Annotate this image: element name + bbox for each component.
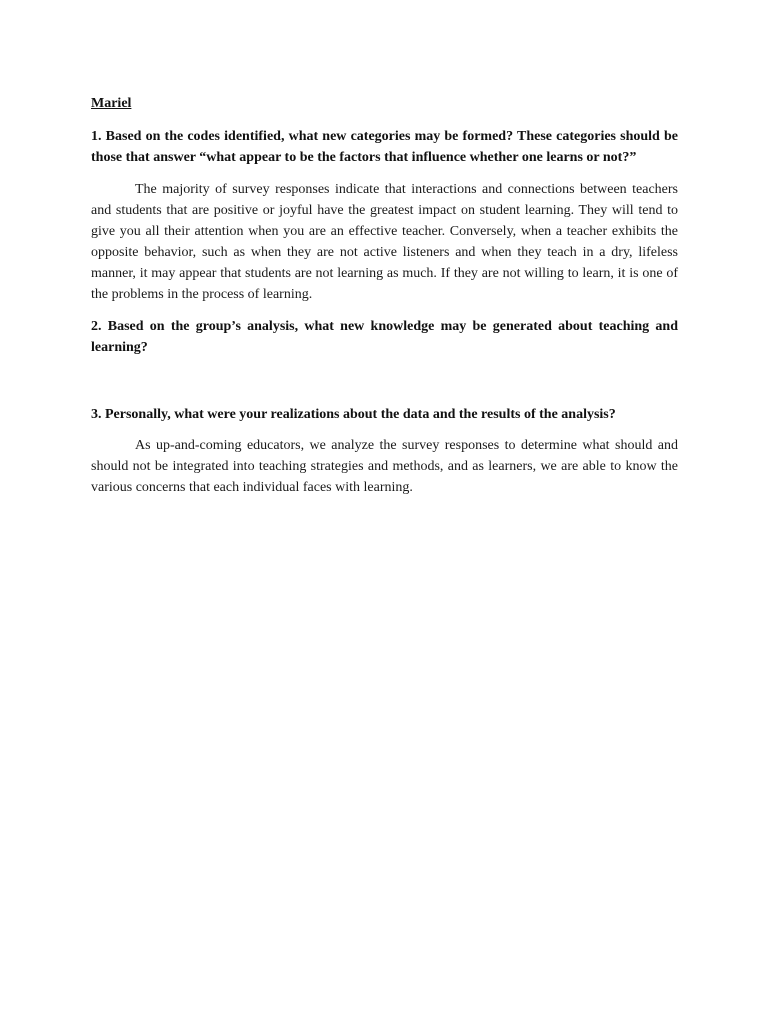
answer-3: As up-and-coming educators, we analyze the survey responses to determine what should and should not be integrated into teaching strategies and methods, and as learners, we are able to know the various concerns that each individual faces with learning. — [91, 438, 678, 495]
document-body — [91, 93, 678, 508]
question-1: 1. Based on the codes identified, what new categories may be formed? These categories should be those that answer “what appear to be the factors that influence whether one learns or not?” — [91, 129, 678, 165]
answer-1: The majority of survey responses indicate that interactions and connections between teachers and students that are positive or joyful have the greatest impact on student learning. They will tend to give you all their attention when you are an effective teacher. Conversely, when a teacher exhibits the opposite behavior, such as when they are not active listeners and when they teach in a dry, lifeless manner, it may appear that students are not learning as much. If they are not willing to learn, it is one of the problems in the process of learning. — [91, 182, 678, 302]
question-3: 3. Personally, what were your realizations about the data and the results of the analysis? — [91, 407, 616, 422]
author-name: Mariel — [91, 96, 132, 111]
question-2: 2. Based on the group’s analysis, what new knowledge may be generated about teaching and learning? — [91, 319, 678, 355]
